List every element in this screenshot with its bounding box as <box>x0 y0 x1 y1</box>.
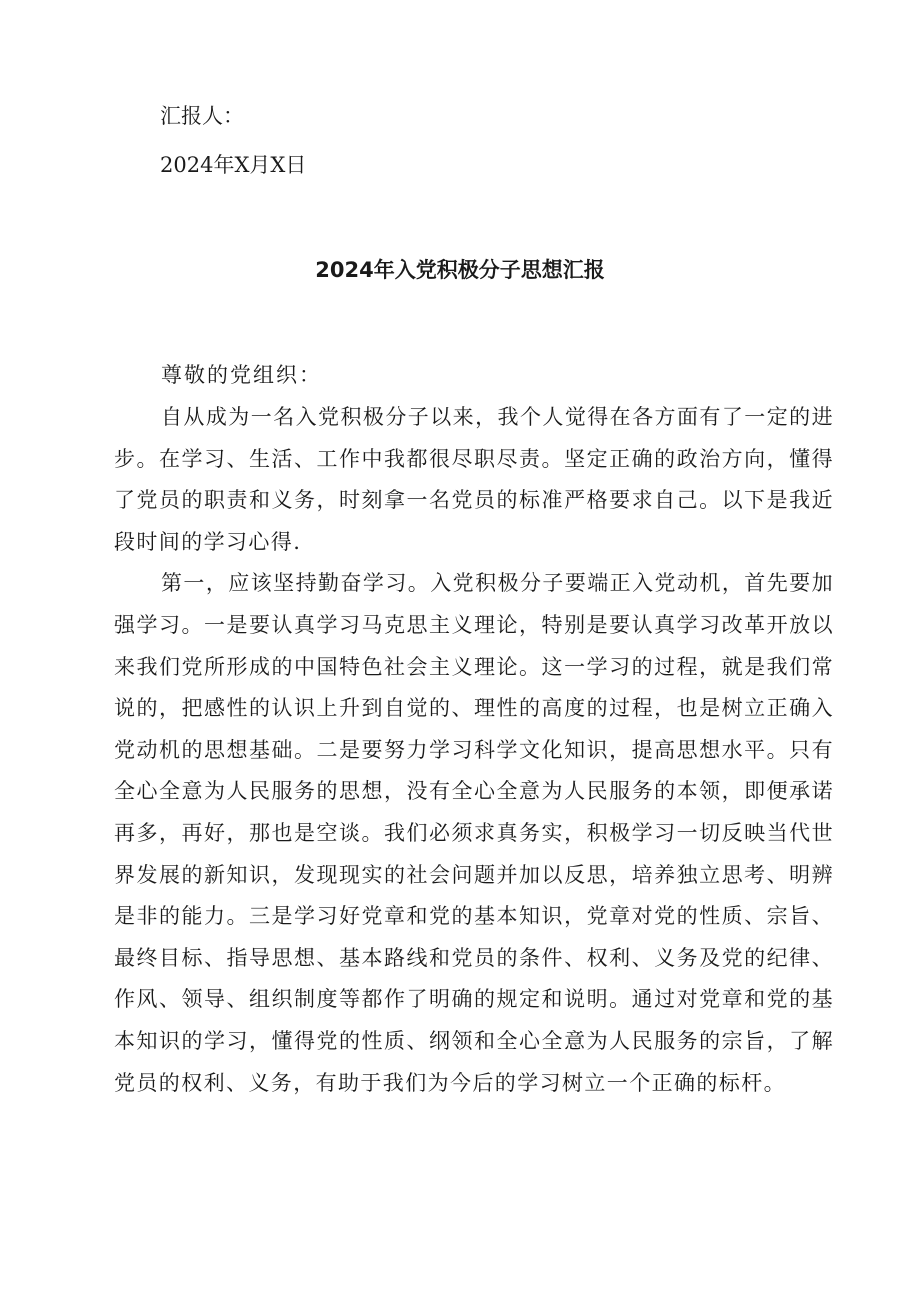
document-title: 2024年入党积极分子思想汇报 <box>315 258 605 282</box>
report-date: 2024年X月X日 <box>160 153 307 177</box>
paragraph-intro: 自从成为一名入党积极分子以来，我个人觉得在各方面有了一定的进步。在学习、生活、工作中我都很尽职尽责。坚定正确的政治方向，懂得了党员的职责和义务，时刻拿一名党员的标准严格要求自己。以下是我近段时间的学习心得. <box>114 405 834 554</box>
paragraph-first-point: 第一，应该坚持勤奋学习。入党积极分子要端正入党动机，首先要加强学习。一是要认真学习马克思主义理论，特别是要认真学习改革开放以来我们党所形成的中国特色社会主义理论。这一学习的过程，就是我们常说的，把感性的认识上升到自觉的、理性的高度的过程，也是树立正确入党动机的思想基础。二是要努力学习科学文化知识，提高思想水平。只有全心全意为人民服务的思想，没有全心全意为人民服务的本领，即便承诺再多，再好，那也是空谈。我们必须求真务实，积极学习一切反映当代世界发展的新知识，发现现实的社会问题并加以反思，培养独立思考、明辨是非的能力。三是学习好党章和党的基本知识，党章对党的性质、宗旨、最终目标、指导思想、基本路线和党员的条件、权利、义务及党的纪律、作风、领导、组织制度等都作了明确的规定和说明。通过对党章和党的基本知识的学习，懂得党的性质、纲领和全心全意为人民服务的宗旨，了解党员的权利、义务，有助于我们为今后的学习树立一个正确的标杆。 <box>114 571 834 1095</box>
salutation: 尊敬的党组织： <box>161 363 322 387</box>
body-text <box>114 397 834 1104</box>
reporter-label: 汇报人： <box>160 104 244 128</box>
